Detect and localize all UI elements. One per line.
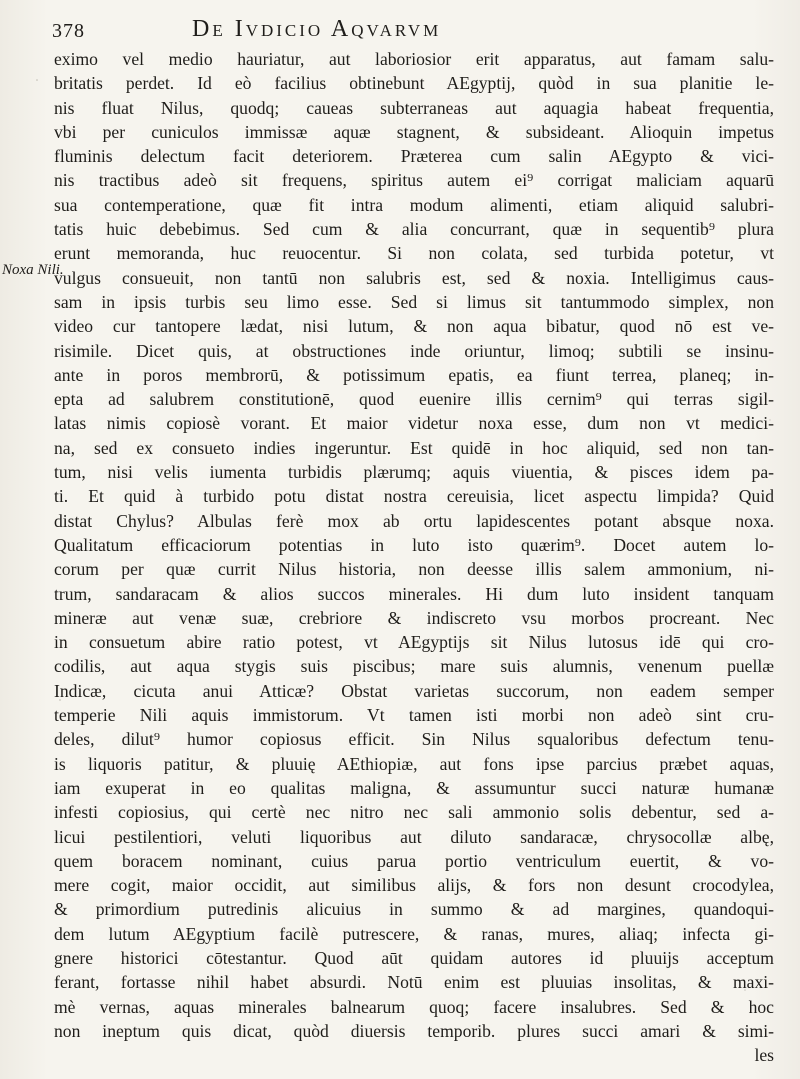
text-line: gnere historici cōtestantur. Quod aūt quidam autores id pluuijs acceptum bbox=[54, 947, 774, 968]
text-line: na, sed ex consueto indies ingeruntur. Est quidē in hoc aliquid, sed non tan- bbox=[54, 437, 774, 458]
text-line: eximo vel medio hauriatur, aut laboriosior erit apparatus, aut famam salu- bbox=[54, 49, 774, 69]
text-line: sua contemperatione, quæ fit intra modum alimenti, etiam aliquid salubri- bbox=[54, 194, 774, 215]
text-line: vulgus consueuit, non tantū non salubris est, sed & noxia. Intelligimus caus- bbox=[54, 267, 774, 288]
text-line: in consuetum abire ratio potest, vt AEgyptijs sit Nilus lutosus idē qui cro- bbox=[54, 632, 774, 653]
margin-note: Noxa Nili. bbox=[2, 262, 64, 278]
text-line: nis fluat Nilus, quodq; caueas subterraneas aut aquagia habeat frequentia, bbox=[54, 97, 774, 118]
text-line: quem boracem nominant, cuius parua portio ventriculum euertit, & vo- bbox=[54, 850, 774, 871]
text-line: trum, sandaracam & alios succos minerales. Hi dum luto insident tanquam bbox=[54, 583, 774, 604]
text-line: mineræ aut venæ suæ, crebriore & indiscreto vsu morbos procreant. Nec bbox=[54, 607, 774, 628]
text-line: latas nimis copiosè vorant. Et maior videtur noxa esse, dum non vt medici- bbox=[54, 413, 774, 434]
text-line: tatis huic debebimus. Sed cum & alia concurrant, quæ in sequentib⁹ plura bbox=[54, 219, 774, 240]
text-line: risimile. Dicet quis, at obstructiones inde oriuntur, limoq; subtili se insinu- bbox=[54, 340, 774, 361]
text-line: mè vernas, aquas minerales balnearum quoq; facere insalubres. Sed & hoc bbox=[54, 996, 774, 1017]
text-line: & primordium putredinis alicuius in summo & ad margines, quandoqui- bbox=[54, 899, 774, 920]
text-line: temperie Nili aquis immistorum. Vt tamen isti morbi non adeò sint cru- bbox=[54, 705, 774, 726]
text-line: epta ad salubrem constitutionē, quod euenire illis cernim⁹ qui terras sigil- bbox=[54, 389, 774, 410]
text-line: Qualitatum efficaciorum potentias in luto isto quærim⁹. Docet autem lo- bbox=[54, 534, 774, 555]
text-line: vbi per cuniculos immissæ aquæ stagnent, & subsideant. Alioquin impetus bbox=[54, 121, 774, 142]
page-number: 378 bbox=[52, 20, 85, 42]
text-line: corum per quæ currit Nilus historia, non deesse illis salem ammonium, ni- bbox=[54, 559, 774, 580]
text-line: erunt memoranda, huc reuocentur. Si non colata, sed turbida potetur, vt bbox=[54, 243, 774, 264]
text-line: licui pestilentiori, veluti liquoribus aut diluto sandaracæ, chrysocollæ albę, bbox=[54, 826, 774, 847]
text-line: infesti copiosius, qui certè nec nitro nec sali ammonio solis debentur, sed a- bbox=[54, 802, 774, 823]
text-line: ti. Et quid à turbido potu distat nostra cereuisia, licet aspectu limpida? Quid bbox=[54, 486, 774, 507]
text-line: Indicæ, cicuta anui Atticæ? Obstat varietas succorum, non eadem semper bbox=[54, 680, 774, 701]
text-line: fluminis delectum facit deteriorem. Præterea cum salin AEgypto & vici- bbox=[54, 146, 774, 167]
text-line: iam exuperat in eo qualitas maligna, & assumuntur succi naturæ humanæ bbox=[54, 777, 774, 798]
text-line: tum, nisi velis iumenta turbidis plærumq; aquis viuentia, & pisces idem pa- bbox=[54, 462, 774, 483]
text-line: non ineptum quis dicat, quòd diuersis temporib. plures succi amari & simi- bbox=[54, 1020, 774, 1041]
running-head: De Ivdicio Aqvarvm bbox=[192, 16, 442, 42]
text-line: deles, dilut⁹ humor copiosus efficit. Sin Nilus squaloribus defectum tenu- bbox=[54, 729, 774, 750]
text-line: mere cogit, maior occidit, aut similibus alijs, & fors non desunt crocodylea, bbox=[54, 875, 774, 896]
text-line: distat Chylus? Albulas ferè mox ab ortu lapidescentes potant absque noxa. bbox=[54, 510, 774, 531]
text-line: nis tractibus adeò sit frequens, spiritus autem ei⁹ corrigat maliciam aquarū bbox=[54, 170, 774, 191]
page-header bbox=[52, 12, 772, 46]
text-line: ante in poros membrorū, & potissimum epatis, ea fiunt terrea, planeq; in- bbox=[54, 364, 774, 385]
text-line: britatis perdet. Id eò facilius obtinebunt AEgyptij, quòd in sua planitie le- bbox=[54, 73, 774, 94]
text-line: is liquoris patitur, & pluuię AEthiopiæ, aut fons ipse parcius præbet aquas, bbox=[54, 753, 774, 774]
text-line: dem lutum AEgyptium facilè putrescere, & ranas, mures, aliaq; infecta gi- bbox=[54, 923, 774, 944]
text-line: codilis, aut aqua stygis suis piscibus; mare suis alumnis, venenum puellæ bbox=[54, 656, 774, 677]
text-line: les bbox=[754, 1045, 774, 1066]
text-line: ferant, fortasse nihil habet absurdi. Notū enim est pluuias insolitas, & maxi- bbox=[54, 972, 774, 993]
text-line: sam in ipsis turbis seu limo esse. Sed si limus sit tantummodo simplex, non bbox=[54, 291, 774, 312]
body-text bbox=[54, 47, 774, 1067]
text-line: video cur tantopere lædat, nisi lutum, & non aqua bibatur, quod nō est ve- bbox=[54, 316, 774, 337]
